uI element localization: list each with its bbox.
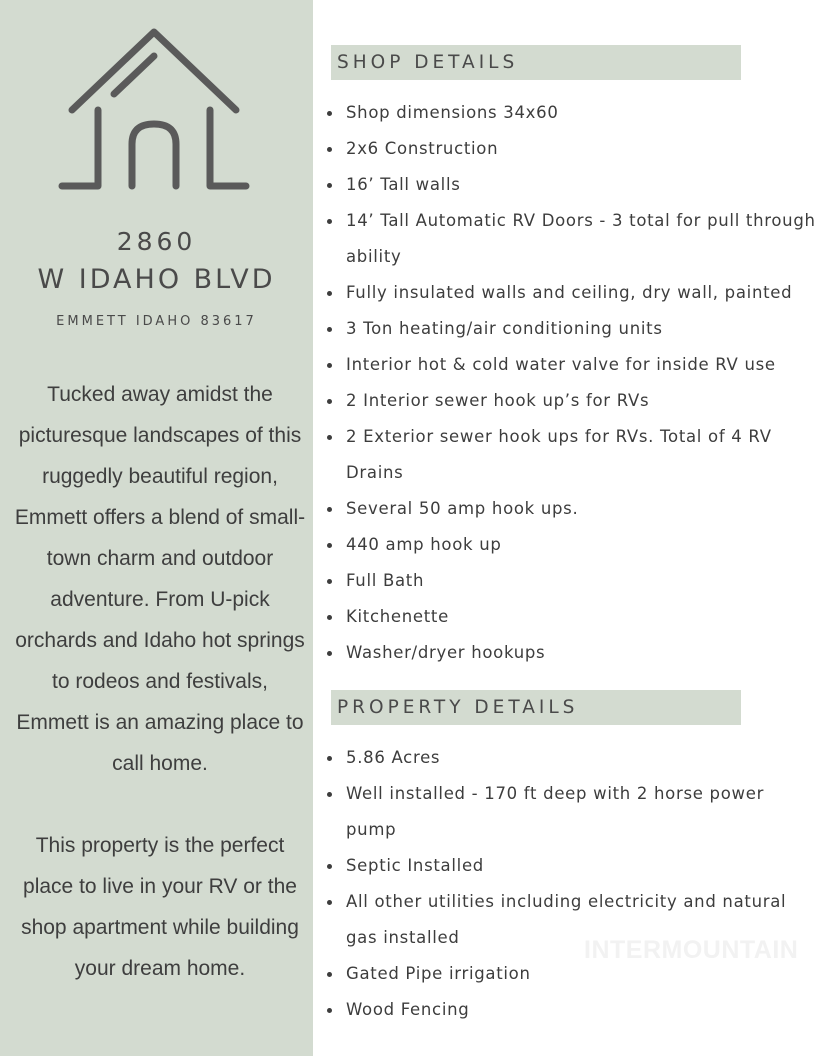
list-item: Interior hot & cold water valve for inside RV use bbox=[320, 347, 816, 383]
list-item: Several 50 amp hook ups. bbox=[320, 491, 816, 527]
list-item: Well installed - 170 ft deep with 2 horse power pump bbox=[320, 776, 816, 848]
list-item: Kitchenette bbox=[320, 599, 816, 635]
description-paragraph-2: This property is the perfect place to live in your RV or the shop apartment while building your dream home. bbox=[21, 834, 299, 980]
list-item: 2 Interior sewer hook up’s for RVs bbox=[320, 383, 816, 419]
list-item: Full Bath bbox=[320, 563, 816, 599]
address-number: 2860 bbox=[116, 227, 197, 256]
list-item: 5.86 Acres bbox=[320, 740, 816, 776]
watermark-text: INTERMOUNTAIN bbox=[584, 936, 799, 964]
list-item: Wood Fencing bbox=[320, 992, 816, 1028]
address-street: W IDAHO BLVD bbox=[37, 264, 276, 295]
list-item: Fully insulated walls and ceiling, dry wall, painted bbox=[320, 275, 816, 311]
shop-details-header: SHOP DETAILS bbox=[331, 45, 741, 80]
list-item: 3 Ton heating/air conditioning units bbox=[320, 311, 816, 347]
list-item: Washer/dryer hookups bbox=[320, 635, 816, 671]
property-details-header: PROPERTY DETAILS bbox=[331, 690, 741, 725]
list-item: Gated Pipe irrigation bbox=[320, 956, 816, 992]
address-city: EMMETT IDAHO 83617 bbox=[56, 314, 257, 329]
list-item: Shop dimensions 34x60 bbox=[320, 95, 816, 131]
list-item: 2 Exterior sewer hook ups for RVs. Total of 4 RV Drains bbox=[320, 419, 816, 491]
house-icon bbox=[56, 26, 252, 194]
list-item: Septic Installed bbox=[320, 848, 816, 884]
list-item: All other utilities including electricity and natural gas installed bbox=[320, 884, 816, 956]
list-item: 2x6 Construction bbox=[320, 131, 816, 167]
shop-details-list bbox=[320, 95, 816, 671]
description-paragraph-1: Tucked away amidst the picturesque landscapes of this ruggedly beautiful region, Emmett offers a blend of small-town charm and outdoor adventure. From U-pick orchards and Idaho hot springs to rodeos and festivals, Emmett is an amazing place to call home. bbox=[14, 383, 306, 775]
sidebar-panel bbox=[0, 0, 313, 1056]
list-item: 16’ Tall walls bbox=[320, 167, 816, 203]
list-item: 14’ Tall Automatic RV Doors - 3 total for pull through ability bbox=[320, 203, 816, 275]
property-details-list bbox=[320, 740, 816, 1028]
list-item: 440 amp hook up bbox=[320, 527, 816, 563]
